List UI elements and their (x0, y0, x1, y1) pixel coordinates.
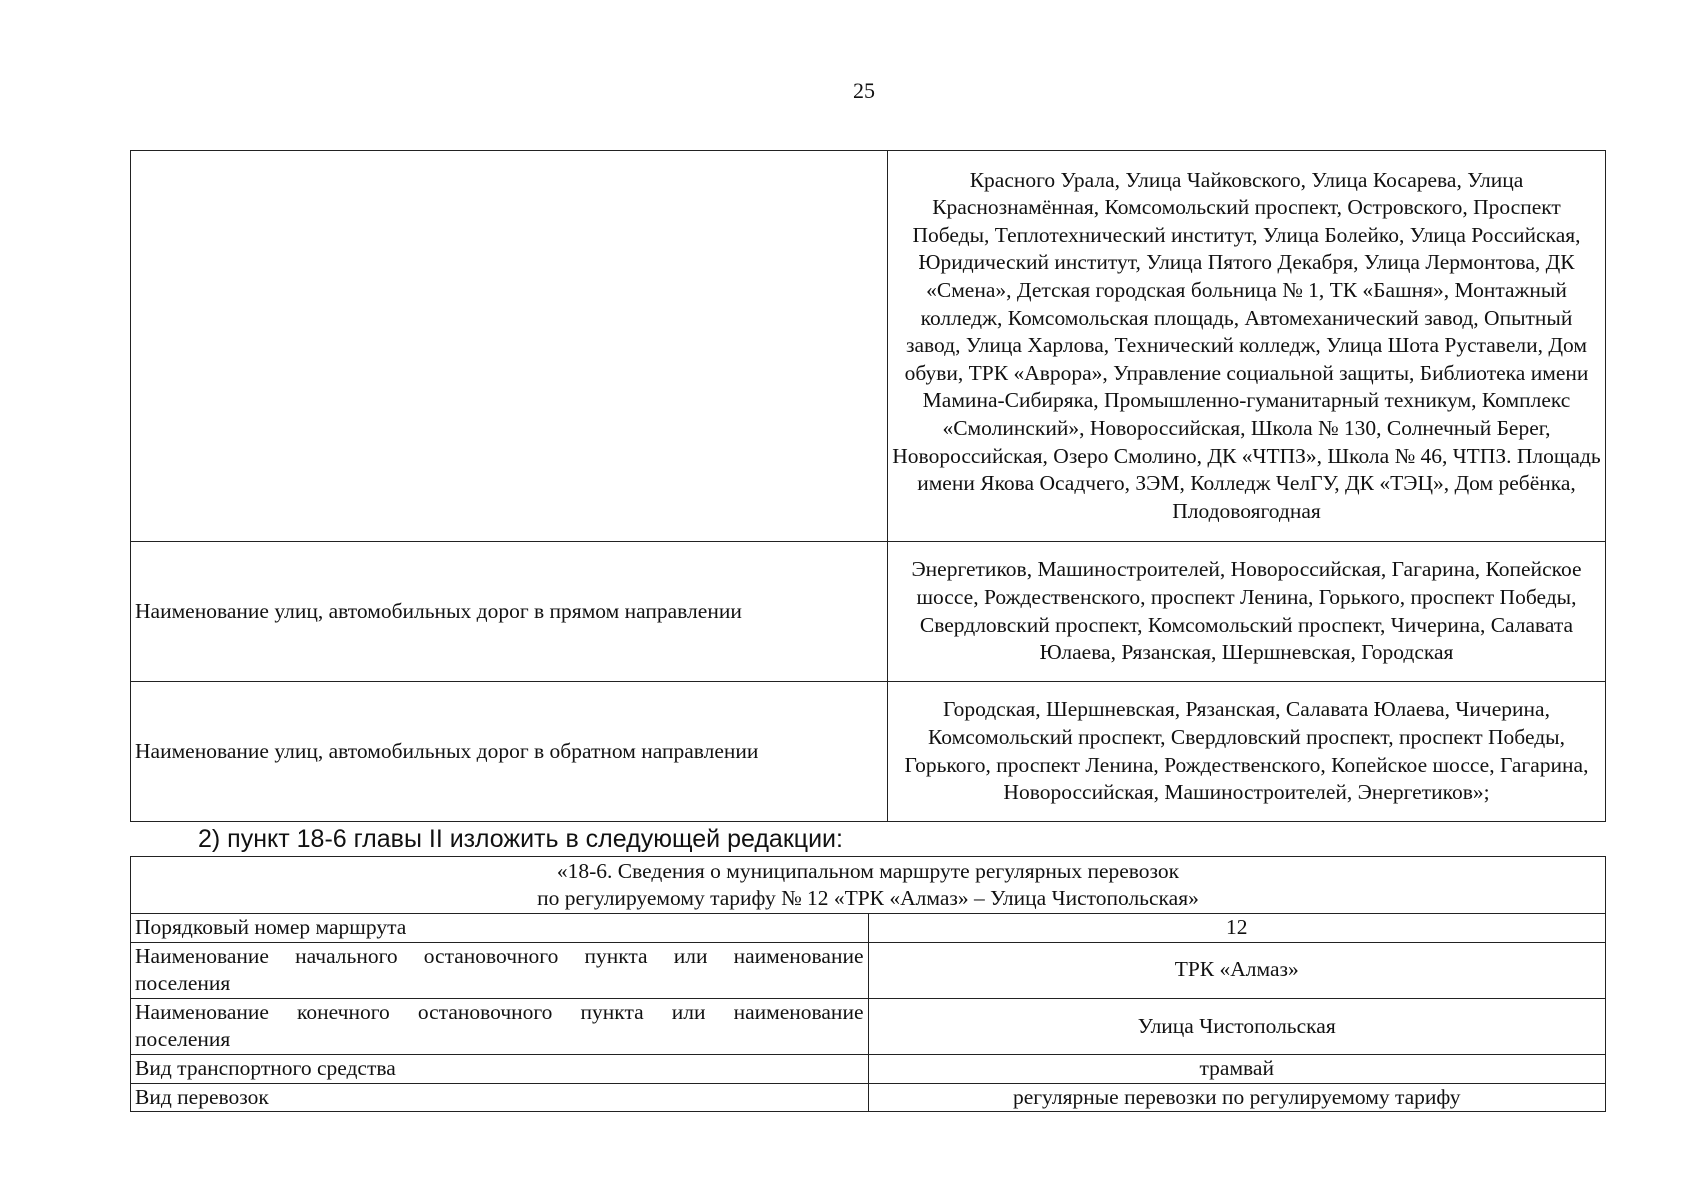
route-streets-table (130, 150, 1606, 822)
route-info-table (130, 856, 1606, 1112)
end-stop-value: Улица Чистопольская (868, 998, 1606, 1054)
reverse-streets-cell: Городская, Шершневская, Рязанская, Салавата Юлаева, Чичерина, Комсомольский проспект, Свердловский проспект, проспект Победы, Горького, проспект Ленина, Рождественского, Копейское шоссе, Гагарина, Новороссийская, Машиностроителей, Энергетиков»; (888, 682, 1606, 822)
table-row (131, 914, 1606, 943)
table-row (131, 682, 1606, 822)
start-stop-value: ТРК «Алмаз» (868, 942, 1606, 998)
route-number-value: 12 (868, 914, 1606, 943)
row-label: Вид перевозок (131, 1083, 869, 1112)
table-title-row (131, 857, 1606, 914)
forward-streets-cell: Энергетиков, Машиностроителей, Новороссийская, Гагарина, Копейское шоссе, Рождественского, проспект Ленина, Горького, проспект Победы, Свердловский проспект, Комсомольский проспект, Чичерина, Салавата Юлаева, Рязанская, Шершневская, Городская (888, 542, 1606, 682)
table-row (131, 1083, 1606, 1112)
row-label-line: Наименование конечного остановочного пункта или наименование (135, 999, 864, 1024)
row-label: Вид транспортного средства (131, 1054, 869, 1083)
row-label-line: Наименование начального остановочного пункта или наименование (135, 943, 864, 968)
table-row (131, 998, 1606, 1054)
row-label: Порядковый номер маршрута (131, 914, 869, 943)
table-title-line: «18-6. Сведения о муниципальном маршруте регулярных перевозок (556, 859, 1180, 883)
row-label (131, 942, 869, 998)
table-row (131, 151, 1606, 542)
page-number: 25 (853, 78, 875, 103)
row-label-line: поселения (135, 1027, 231, 1052)
table-row (131, 1054, 1606, 1083)
row-label (131, 998, 869, 1054)
row-label: Наименование улиц, автомобильных дорог в обратном направлении (131, 682, 888, 822)
transport-kind-value: регулярные перевозки по регулируемому тарифу (868, 1083, 1606, 1112)
amendment-instruction: 2) пункт 18-6 главы II изложить в следующей редакции: (198, 825, 843, 853)
table-title (131, 857, 1606, 914)
row-label-line: поселения (135, 971, 231, 996)
table-row (131, 942, 1606, 998)
table-row (131, 542, 1606, 682)
table-title-line: по регулируемому тарифу № 12 «ТРК «Алмаз» – Улица Чистопольская» (537, 886, 1199, 910)
row-label: Наименование улиц, автомобильных дорог в прямом направлении (131, 542, 888, 682)
vehicle-type-value: трамвай (868, 1054, 1606, 1083)
row-label (131, 151, 888, 542)
stops-list-cell: Красного Урала, Улица Чайковского, Улица Косарева, Улица Краснознамённая, Комсомольский проспект, Островского, Проспект Победы, Теплотехнический институт, Улица Болейко, Улица Российская, Юридический институт, Улица Пятого Декабря, Улица Лермонтова, ДК «Смена», Детская городская больница № 1, ТК «Башня», Монтажный колледж, Комсомольская площадь, Автомеханический завод, Опытный завод, Улица Харлова, Технический колледж, Улица Шота Руставели, Дом обуви, ТРК «Аврора», Управление социальной защиты, Библиотека имени Мамина-Сибиряка, Промышленно-гуманитарный техникум, Комплекс «Смолинский», Новороссийская, Школа № 130, Солнечный Берег, Новороссийская, Озеро Смолино, ДК «ЧТПЗ», Школа № 46, ЧТПЗ. Площадь имени Якова Осадчего, ЗЭМ, Колледж ЧелГУ, ДК «ТЭЦ», Дом ребёнка, Плодовоягодная (888, 151, 1606, 542)
